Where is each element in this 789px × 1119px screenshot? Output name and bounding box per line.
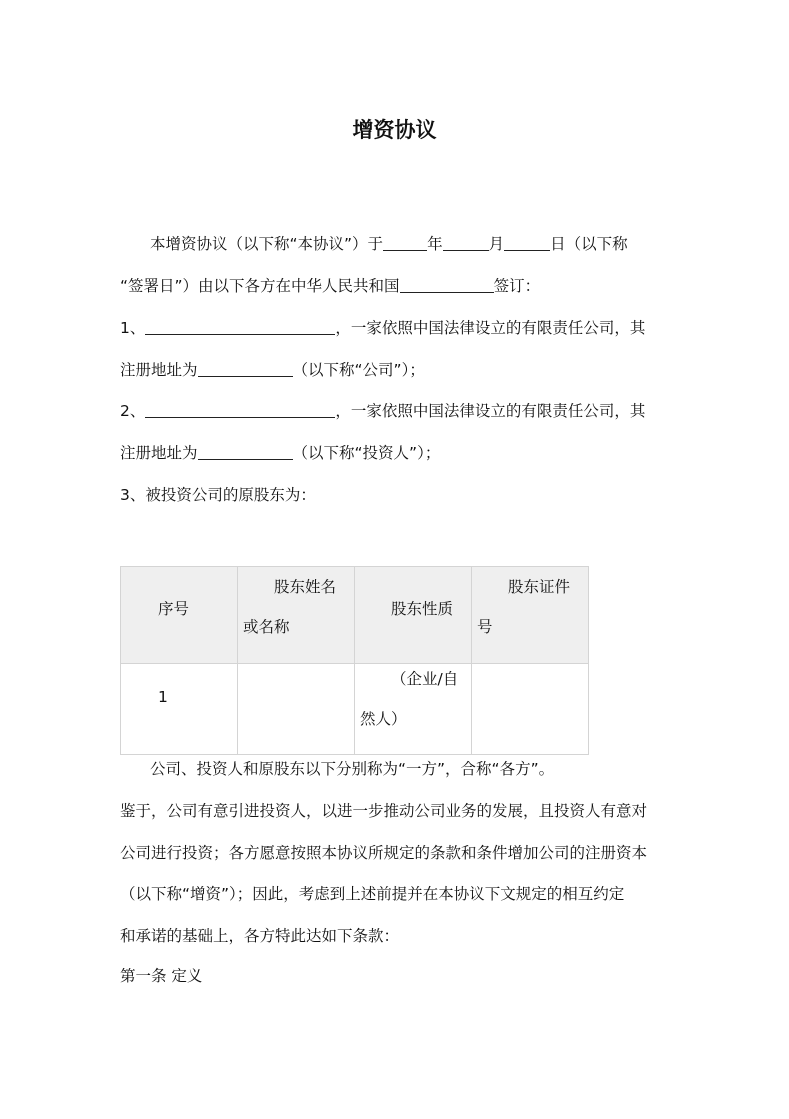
shareholders-table xyxy=(120,566,589,755)
intro-text: 本增资协议（以下称“本协议”）于 xyxy=(150,235,384,253)
row-nature-cell xyxy=(355,664,472,755)
party2-addr: 注册地址为 xyxy=(120,444,198,462)
party2-line-2 xyxy=(120,443,440,463)
month-label: 月 xyxy=(488,235,505,253)
day-label: 日（以下称 xyxy=(550,235,628,253)
party1-alias: （以下称“公司”）； xyxy=(292,361,425,379)
header-name-1: 股东姓名 xyxy=(274,578,337,596)
row-id-cell xyxy=(472,664,589,755)
row-seq-cell xyxy=(121,664,238,755)
header-id-2: 号 xyxy=(477,618,493,636)
recital-line-3: （以下称“增资”）；因此，考虑到上述前提并在本协议下文规定的相互约定 xyxy=(120,885,625,903)
year-blank xyxy=(383,234,427,251)
header-id-cell xyxy=(472,567,589,664)
party2-name-blank xyxy=(145,401,335,418)
place-blank xyxy=(400,276,494,293)
signed-label: 签订： xyxy=(493,277,541,295)
article-1-heading: 第一条 定义 xyxy=(120,967,203,985)
row-nature-2: 然人） xyxy=(360,710,407,728)
party1-addr-blank xyxy=(198,360,293,377)
header-seq: 序号 xyxy=(158,600,190,618)
party2-desc: ，一家依照中国法律设立的有限责任公司，其 xyxy=(335,402,646,420)
row-nature-1: （企业/自 xyxy=(391,670,459,688)
month-blank xyxy=(443,234,489,251)
row-name-cell xyxy=(238,664,355,755)
header-name-2: 或名称 xyxy=(243,618,290,636)
intro-line-1 xyxy=(150,234,628,254)
party1-name-blank xyxy=(145,318,335,335)
table-row xyxy=(121,664,589,755)
header-id-1: 股东证件 xyxy=(508,578,571,596)
party2-addr-blank xyxy=(198,443,293,460)
party1-line-2 xyxy=(120,360,425,380)
recital-line-4: 和承诺的基础上，各方特此达如下条款： xyxy=(120,927,400,945)
header-nature: 股东性质 xyxy=(391,600,454,618)
table-header-row xyxy=(121,567,589,664)
party1-addr: 注册地址为 xyxy=(120,361,198,379)
party2-line-1 xyxy=(120,401,645,421)
header-name-cell xyxy=(238,567,355,664)
party2-prefix: 2、 xyxy=(120,402,146,420)
collective-line: 公司、投资人和原股东以下分别称为“一方”，合称“各方”。 xyxy=(150,760,555,778)
intro-text-2: “签署日”）由以下各方在中华人民共和国 xyxy=(120,277,400,295)
party1-desc: ，一家依照中国法律设立的有限责任公司，其 xyxy=(335,319,646,337)
recital-line-1: 鉴于，公司有意引进投资人，以进一步推动公司业务的发展，且投资人有意对 xyxy=(120,802,648,820)
party3-line: 3、被投资公司的原股东为： xyxy=(120,486,316,504)
day-blank xyxy=(504,234,550,251)
party2-alias: （以下称“投资人”）； xyxy=(292,444,441,462)
year-label: 年 xyxy=(427,235,443,253)
intro-line-2 xyxy=(120,276,540,296)
row-seq: 1 xyxy=(158,688,168,706)
party1-prefix: 1、 xyxy=(120,319,146,337)
header-nature-cell xyxy=(355,567,472,664)
header-seq-cell xyxy=(121,567,238,664)
party1-line-1 xyxy=(120,318,645,338)
document-title: 增资协议 xyxy=(352,117,437,142)
recital-line-2: 公司进行投资；各方愿意按照本协议所规定的条款和条件增加公司的注册资本 xyxy=(120,844,648,862)
